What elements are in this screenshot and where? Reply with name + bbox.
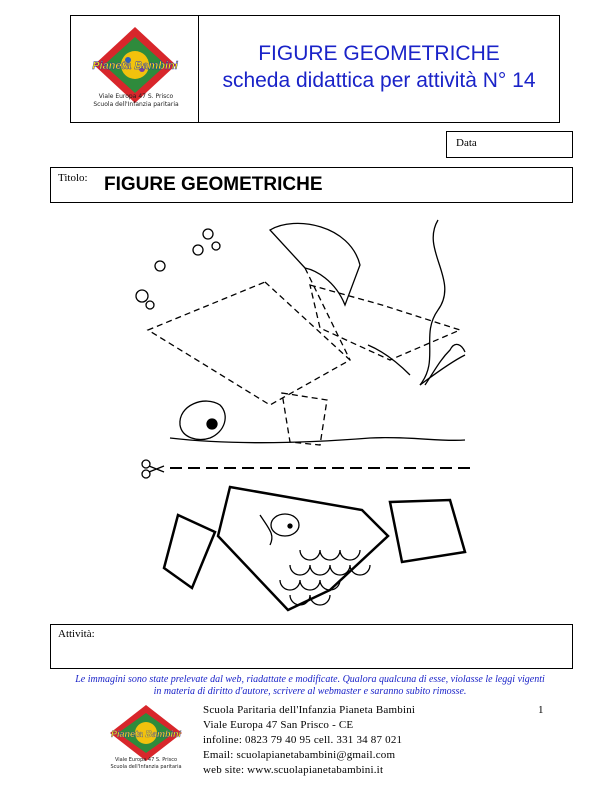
scissors-icon <box>142 460 164 478</box>
logo-caption-line2: Scuola dell'Infanzia paritaria <box>93 101 179 108</box>
sea-floor <box>170 438 465 443</box>
logo-caption-line1: Viale Europa 47 S. Prisco <box>98 93 174 100</box>
dashed-fin-shape <box>310 285 460 360</box>
fish-tail <box>270 223 360 305</box>
footer-caption-line1: Viale Europa 47 S. Prisco <box>114 757 178 763</box>
page-title-line1: FIGURE GEOMETRICHE <box>258 42 500 65</box>
disclaimer-line2: in materia di diritto d'autore, scrivere al webmaster e saranno subito rimosse. <box>153 686 467 697</box>
footer-school: Scuola Paritaria dell'Infanzia Pianeta Bambini <box>203 704 416 716</box>
footer-phone: infoline: 0823 79 40 95 cell. 331 34 87 021 <box>203 734 403 746</box>
fish-body-piece <box>218 487 388 610</box>
footer-email[interactable]: Email: scuolapianetabambini@gmail.com <box>203 749 396 761</box>
activity-field[interactable] <box>50 624 573 669</box>
footer-address: Viale Europa 47 San Prisco - CE <box>203 719 354 731</box>
disclaimer-line1: Le immagini sono state prelevate dal web, riadattate e modificate. Qualora qualcuna di esse, violasse le leggi vigenti <box>75 674 545 685</box>
square-fin-piece <box>390 500 465 562</box>
title-label: Titolo: <box>58 172 88 184</box>
fish-scales <box>280 550 370 605</box>
footer-caption-line2: Scuola dell'Infanzia paritaria <box>110 764 182 770</box>
dashed-square <box>282 393 327 445</box>
page-title-line2: scheda didattica per attività N° 14 <box>222 69 536 92</box>
fish-eye <box>271 514 299 536</box>
shell <box>180 401 225 439</box>
logo-caption <box>78 93 194 109</box>
page-number: 1 <box>538 704 544 716</box>
logo-text: Pianeta Bambini <box>92 60 178 72</box>
copyright-disclaimer <box>30 674 590 698</box>
footer-logo-caption <box>96 757 196 771</box>
fish-cutout-drawing <box>120 210 480 620</box>
title-value: FIGURE GEOMETRICHE <box>104 174 323 195</box>
page-title <box>199 40 559 94</box>
activity-label: Attività: <box>58 628 95 640</box>
footer-website[interactable]: web site: www.scuolapianetabambini.it <box>203 764 384 776</box>
bubbles <box>136 229 220 309</box>
footer-contacts <box>203 703 415 778</box>
date-label: Data <box>456 137 477 149</box>
dashed-body-shape <box>148 282 350 405</box>
small-diamond-piece <box>164 515 215 588</box>
date-field[interactable] <box>446 131 573 158</box>
footer-logo-text: Pianeta Bambini <box>110 729 182 739</box>
